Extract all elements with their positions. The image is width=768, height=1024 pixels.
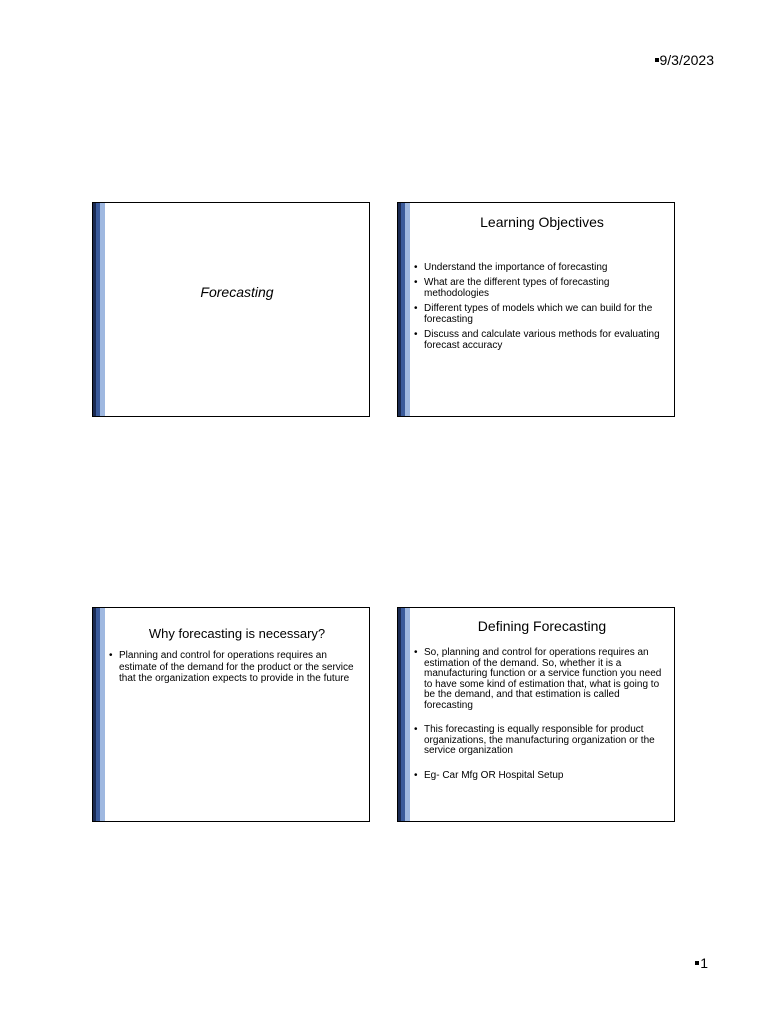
square-bullet-icon xyxy=(695,961,699,965)
slide-4 xyxy=(397,607,675,822)
list-item: • So, planning and control for operations requires an estimation of the demand. So, whether it is a manufacturing function or a service function you need to have some kind of estimation that, what is going to be the demand, and that estimation is called forecasting xyxy=(414,648,666,711)
slide-title: Forecasting xyxy=(200,284,274,300)
list-item: • Understand the importance of forecasting xyxy=(414,262,666,274)
slide-title: Why forecasting is necessary? xyxy=(148,626,326,641)
list-item: • Planning and control for operations requires an estimate of the demand for the product or the service that the organization expects to provide in the future xyxy=(109,650,361,685)
page-number-text: 1 xyxy=(700,955,708,971)
slide-title: Learning Objectives xyxy=(480,214,604,230)
bullet-list xyxy=(414,262,666,352)
slide-accent-bar xyxy=(93,203,105,416)
list-item: • Discuss and calculate various methods for evaluating forecast accuracy xyxy=(414,329,666,352)
slide-title: Defining Forecasting xyxy=(477,618,607,634)
slide-1 xyxy=(92,202,370,417)
header-date xyxy=(655,52,715,68)
date-text: 9/3/2023 xyxy=(659,52,714,68)
bullet-list xyxy=(109,650,361,685)
list-item: • This forecasting is equally responsible for product organizations, the manufacturing organization or the service organization xyxy=(414,725,666,757)
slide-2 xyxy=(397,202,675,417)
slide-3 xyxy=(92,607,370,822)
slide-body xyxy=(414,648,666,795)
list-item: • Different types of models which we can build for the forecasting xyxy=(414,303,666,326)
list-item: • Eg- Car Mfg OR Hospital Setup xyxy=(414,771,666,782)
page-number xyxy=(695,955,708,971)
list-item: • What are the different types of forecasting methodologies xyxy=(414,277,666,300)
slide-accent-bar xyxy=(398,203,410,416)
slide-body xyxy=(109,650,361,688)
square-bullet-icon xyxy=(655,58,659,62)
slide-accent-bar xyxy=(93,608,105,821)
slide-accent-bar xyxy=(398,608,410,821)
bullet-list xyxy=(414,648,666,781)
slide-body xyxy=(414,262,666,355)
